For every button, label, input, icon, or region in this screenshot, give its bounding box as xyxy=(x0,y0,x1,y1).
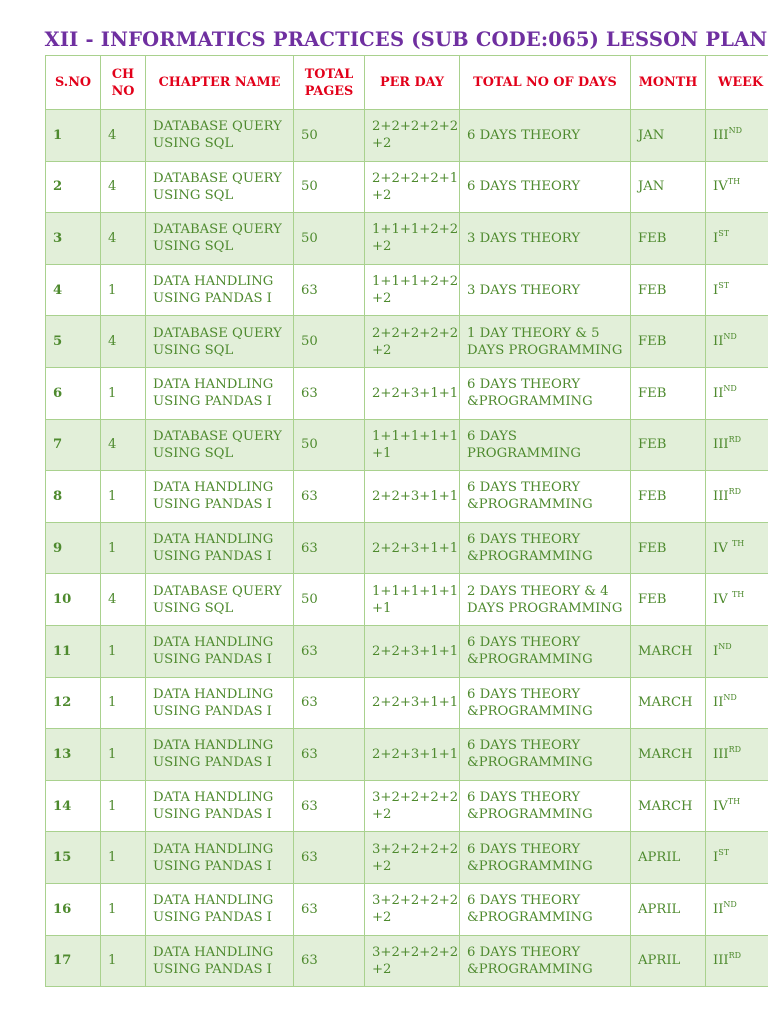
cell-chapter-name: DATA HANDLING USING PANDAS I xyxy=(146,780,294,832)
table-body xyxy=(46,110,768,987)
week-number: IV xyxy=(713,179,728,195)
week-ordinal-suffix: ST xyxy=(718,848,730,858)
cell-per-day: 1+1+1+1+1 +1 xyxy=(365,574,460,626)
cell-week xyxy=(706,832,768,884)
cell-month: FEB xyxy=(631,522,706,574)
cell-week xyxy=(706,522,768,574)
cell-sno: 12 xyxy=(46,677,101,729)
cell-month: FEB xyxy=(631,213,706,265)
cell-total-pages: 50 xyxy=(294,419,365,471)
table-row xyxy=(46,677,768,729)
week-number: I xyxy=(713,643,719,659)
cell-week xyxy=(706,367,768,419)
week-ordinal-suffix: ND xyxy=(728,125,743,135)
cell-sno: 14 xyxy=(46,780,101,832)
cell-week xyxy=(706,316,768,368)
header-total-days: TOTAL NO OF DAYS xyxy=(460,56,631,110)
header-chapter-name: CHAPTER NAME xyxy=(146,56,294,110)
cell-sno: 9 xyxy=(46,522,101,574)
week-ordinal-suffix: RD xyxy=(728,951,742,961)
cell-total-days: 6 DAYS THEORY &PROGRAMMING xyxy=(460,367,631,419)
cell-sno: 11 xyxy=(46,625,101,677)
cell-total-days: 2 DAYS THEORY & 4 DAYS PROGRAMMING xyxy=(460,574,631,626)
cell-sno: 2 xyxy=(46,161,101,213)
cell-sno: 7 xyxy=(46,419,101,471)
cell-per-day: 3+2+2+2+2 +2 xyxy=(365,832,460,884)
cell-month: FEB xyxy=(631,574,706,626)
cell-per-day: 2+2+2+2+1 +2 xyxy=(365,161,460,213)
cell-week xyxy=(706,264,768,316)
lesson-plan-table xyxy=(45,55,768,987)
table-header-row xyxy=(46,56,768,110)
week-ordinal-suffix: ND xyxy=(718,641,732,651)
cell-month: MARCH xyxy=(631,677,706,729)
cell-total-days: 6 DAYS THEORY &PROGRAMMING xyxy=(460,935,631,987)
cell-per-day: 1+1+1+2+2 +2 xyxy=(365,264,460,316)
cell-total-days: 6 DAYS THEORY &PROGRAMMING xyxy=(460,832,631,884)
cell-sno: 16 xyxy=(46,883,101,935)
week-number: I xyxy=(713,230,719,246)
week-ordinal-suffix: ND xyxy=(723,899,737,909)
week-ordinal-suffix: RD xyxy=(728,744,742,754)
cell-sno: 15 xyxy=(46,832,101,884)
cell-month: MARCH xyxy=(631,780,706,832)
cell-total-pages: 63 xyxy=(294,832,365,884)
week-ordinal-suffix: TH xyxy=(727,796,741,806)
table-row xyxy=(46,935,768,987)
cell-per-day: 2+2+2+2+2 +2 xyxy=(365,110,460,162)
header-chno: CH NO xyxy=(101,56,146,110)
cell-chno: 1 xyxy=(101,625,146,677)
week-ordinal-suffix: TH xyxy=(731,538,745,548)
cell-week xyxy=(706,161,768,213)
cell-chapter-name: DATA HANDLING USING PANDAS I xyxy=(146,625,294,677)
table-row xyxy=(46,471,768,523)
cell-week xyxy=(706,471,768,523)
cell-week xyxy=(706,110,768,162)
cell-week xyxy=(706,213,768,265)
cell-chno: 4 xyxy=(101,110,146,162)
cell-per-day: 2+2+3+1+1 xyxy=(365,471,460,523)
cell-chno: 4 xyxy=(101,213,146,265)
cell-chno: 1 xyxy=(101,832,146,884)
cell-per-day: 2+2+3+1+1 xyxy=(365,625,460,677)
cell-chapter-name: DATA HANDLING USING PANDAS I xyxy=(146,677,294,729)
week-ordinal-suffix: ND xyxy=(723,693,737,703)
cell-chapter-name: DATA HANDLING USING PANDAS I xyxy=(146,264,294,316)
cell-total-pages: 63 xyxy=(294,677,365,729)
cell-total-pages: 63 xyxy=(294,729,365,781)
cell-week xyxy=(706,780,768,832)
header-week: WEEK xyxy=(706,56,768,110)
header-sno: S.NO xyxy=(46,56,101,110)
table-row xyxy=(46,625,768,677)
cell-total-pages: 50 xyxy=(294,161,365,213)
week-ordinal-suffix: ST xyxy=(718,228,730,238)
cell-chapter-name: DATABASE QUERY USING SQL xyxy=(146,419,294,471)
cell-total-days: 6 DAYS THEORY &PROGRAMMING xyxy=(460,471,631,523)
cell-total-pages: 63 xyxy=(294,522,365,574)
cell-chno: 1 xyxy=(101,522,146,574)
week-number: III xyxy=(713,437,729,453)
cell-chno: 1 xyxy=(101,264,146,316)
week-number: IV xyxy=(713,540,732,556)
table-row xyxy=(46,729,768,781)
cell-sno: 13 xyxy=(46,729,101,781)
week-number: II xyxy=(713,901,724,917)
week-ordinal-suffix: ND xyxy=(723,332,737,342)
cell-sno: 3 xyxy=(46,213,101,265)
cell-per-day: 2+2+3+1+1 xyxy=(365,677,460,729)
week-number: II xyxy=(713,385,724,401)
week-number: II xyxy=(713,695,724,711)
cell-chapter-name: DATA HANDLING USING PANDAS I xyxy=(146,883,294,935)
table-row xyxy=(46,161,768,213)
cell-month: FEB xyxy=(631,264,706,316)
cell-total-days: 6 DAYS THEORY &PROGRAMMING xyxy=(460,883,631,935)
cell-chapter-name: DATA HANDLING USING PANDAS I xyxy=(146,522,294,574)
cell-total-pages: 63 xyxy=(294,625,365,677)
cell-month: FEB xyxy=(631,471,706,523)
cell-total-pages: 63 xyxy=(294,367,365,419)
cell-month: APRIL xyxy=(631,832,706,884)
cell-chno: 1 xyxy=(101,729,146,781)
cell-total-pages: 63 xyxy=(294,264,365,316)
table-row xyxy=(46,367,768,419)
cell-chapter-name: DATABASE QUERY USING SQL xyxy=(146,316,294,368)
cell-week xyxy=(706,419,768,471)
cell-chapter-name: DATABASE QUERY USING SQL xyxy=(146,213,294,265)
cell-per-day: 1+1+1+1+1 +1 xyxy=(365,419,460,471)
cell-total-pages: 63 xyxy=(294,883,365,935)
week-ordinal-suffix: ND xyxy=(723,383,737,393)
table-row xyxy=(46,832,768,884)
cell-total-days: 1 DAY THEORY & 5 DAYS PROGRAMMING xyxy=(460,316,631,368)
header-per-day: PER DAY xyxy=(365,56,460,110)
cell-chno: 1 xyxy=(101,780,146,832)
cell-chno: 1 xyxy=(101,883,146,935)
cell-total-days: 6 DAYS THEORY &PROGRAMMING xyxy=(460,522,631,574)
cell-sno: 8 xyxy=(46,471,101,523)
cell-chno: 4 xyxy=(101,316,146,368)
cell-sno: 6 xyxy=(46,367,101,419)
cell-month: MARCH xyxy=(631,625,706,677)
cell-total-pages: 50 xyxy=(294,213,365,265)
cell-month: JAN xyxy=(631,110,706,162)
cell-sno: 1 xyxy=(46,110,101,162)
cell-month: MARCH xyxy=(631,729,706,781)
cell-chno: 1 xyxy=(101,471,146,523)
cell-per-day: 2+2+2+2+2 +2 xyxy=(365,316,460,368)
cell-sno: 5 xyxy=(46,316,101,368)
week-number: III xyxy=(713,127,729,143)
header-total-pages: TOTAL PAGES xyxy=(294,56,365,110)
week-number: I xyxy=(713,850,719,866)
table-row xyxy=(46,316,768,368)
week-number: III xyxy=(713,953,729,969)
cell-chapter-name: DATA HANDLING USING PANDAS I xyxy=(146,471,294,523)
cell-total-days: 3 DAYS THEORY xyxy=(460,213,631,265)
cell-per-day: 3+2+2+2+2 +2 xyxy=(365,935,460,987)
cell-chno: 1 xyxy=(101,677,146,729)
cell-per-day: 3+2+2+2+2 +2 xyxy=(365,883,460,935)
cell-chno: 4 xyxy=(101,161,146,213)
cell-total-days: 6 DAYS THEORY &PROGRAMMING xyxy=(460,677,631,729)
cell-chapter-name: DATA HANDLING USING PANDAS I xyxy=(146,832,294,884)
cell-total-days: 6 DAYS PROGRAMMING xyxy=(460,419,631,471)
cell-per-day: 2+2+3+1+1 xyxy=(365,729,460,781)
cell-total-pages: 50 xyxy=(294,316,365,368)
cell-week xyxy=(706,729,768,781)
cell-month: FEB xyxy=(631,316,706,368)
cell-per-day: 1+1+1+2+2 +2 xyxy=(365,213,460,265)
week-number: III xyxy=(713,746,729,762)
cell-total-pages: 50 xyxy=(294,110,365,162)
cell-sno: 4 xyxy=(46,264,101,316)
table-row xyxy=(46,264,768,316)
table-row xyxy=(46,522,768,574)
table-row xyxy=(46,883,768,935)
cell-month: APRIL xyxy=(631,883,706,935)
cell-total-days: 6 DAYS THEORY xyxy=(460,161,631,213)
cell-total-pages: 50 xyxy=(294,574,365,626)
week-ordinal-suffix: TH xyxy=(731,590,745,600)
cell-chno: 1 xyxy=(101,935,146,987)
week-number: IV xyxy=(713,592,732,608)
cell-chapter-name: DATABASE QUERY USING SQL xyxy=(146,110,294,162)
cell-week xyxy=(706,625,768,677)
header-month: MONTH xyxy=(631,56,706,110)
table-row xyxy=(46,213,768,265)
cell-total-pages: 63 xyxy=(294,780,365,832)
cell-per-day: 2+2+3+1+1 xyxy=(365,522,460,574)
table-row xyxy=(46,110,768,162)
cell-total-days: 3 DAYS THEORY xyxy=(460,264,631,316)
cell-total-days: 6 DAYS THEORY xyxy=(460,110,631,162)
cell-per-day: 3+2+2+2+2 +2 xyxy=(365,780,460,832)
cell-total-pages: 63 xyxy=(294,935,365,987)
cell-chno: 1 xyxy=(101,367,146,419)
table-row xyxy=(46,419,768,471)
week-ordinal-suffix: TH xyxy=(727,177,741,187)
cell-chapter-name: DATA HANDLING USING PANDAS I xyxy=(146,367,294,419)
cell-week xyxy=(706,935,768,987)
cell-chapter-name: DATA HANDLING USING PANDAS I xyxy=(146,935,294,987)
week-number: II xyxy=(713,334,724,350)
cell-month: JAN xyxy=(631,161,706,213)
cell-total-days: 6 DAYS THEORY &PROGRAMMING xyxy=(460,729,631,781)
week-ordinal-suffix: RD xyxy=(728,486,742,496)
table-row xyxy=(46,574,768,626)
cell-per-day: 2+2+3+1+1 xyxy=(365,367,460,419)
week-number: IV xyxy=(713,798,728,814)
week-ordinal-suffix: ST xyxy=(718,280,730,290)
table-row xyxy=(46,780,768,832)
cell-total-days: 6 DAYS THEORY &PROGRAMMING xyxy=(460,625,631,677)
cell-total-pages: 63 xyxy=(294,471,365,523)
cell-chapter-name: DATA HANDLING USING PANDAS I xyxy=(146,729,294,781)
week-number: III xyxy=(713,488,729,504)
cell-month: FEB xyxy=(631,367,706,419)
cell-week xyxy=(706,883,768,935)
cell-sno: 10 xyxy=(46,574,101,626)
cell-sno: 17 xyxy=(46,935,101,987)
cell-week xyxy=(706,574,768,626)
week-number: I xyxy=(713,282,719,298)
cell-chapter-name: DATABASE QUERY USING SQL xyxy=(146,574,294,626)
cell-month: FEB xyxy=(631,419,706,471)
cell-week xyxy=(706,677,768,729)
cell-chno: 4 xyxy=(101,419,146,471)
cell-chapter-name: DATABASE QUERY USING SQL xyxy=(146,161,294,213)
week-ordinal-suffix: RD xyxy=(728,435,742,445)
cell-total-days: 6 DAYS THEORY &PROGRAMMING xyxy=(460,780,631,832)
page-title: XII - INFORMATICS PRACTICES (SUB CODE:065) LESSON PLAN xyxy=(44,28,768,51)
cell-month: APRIL xyxy=(631,935,706,987)
cell-chno: 4 xyxy=(101,574,146,626)
